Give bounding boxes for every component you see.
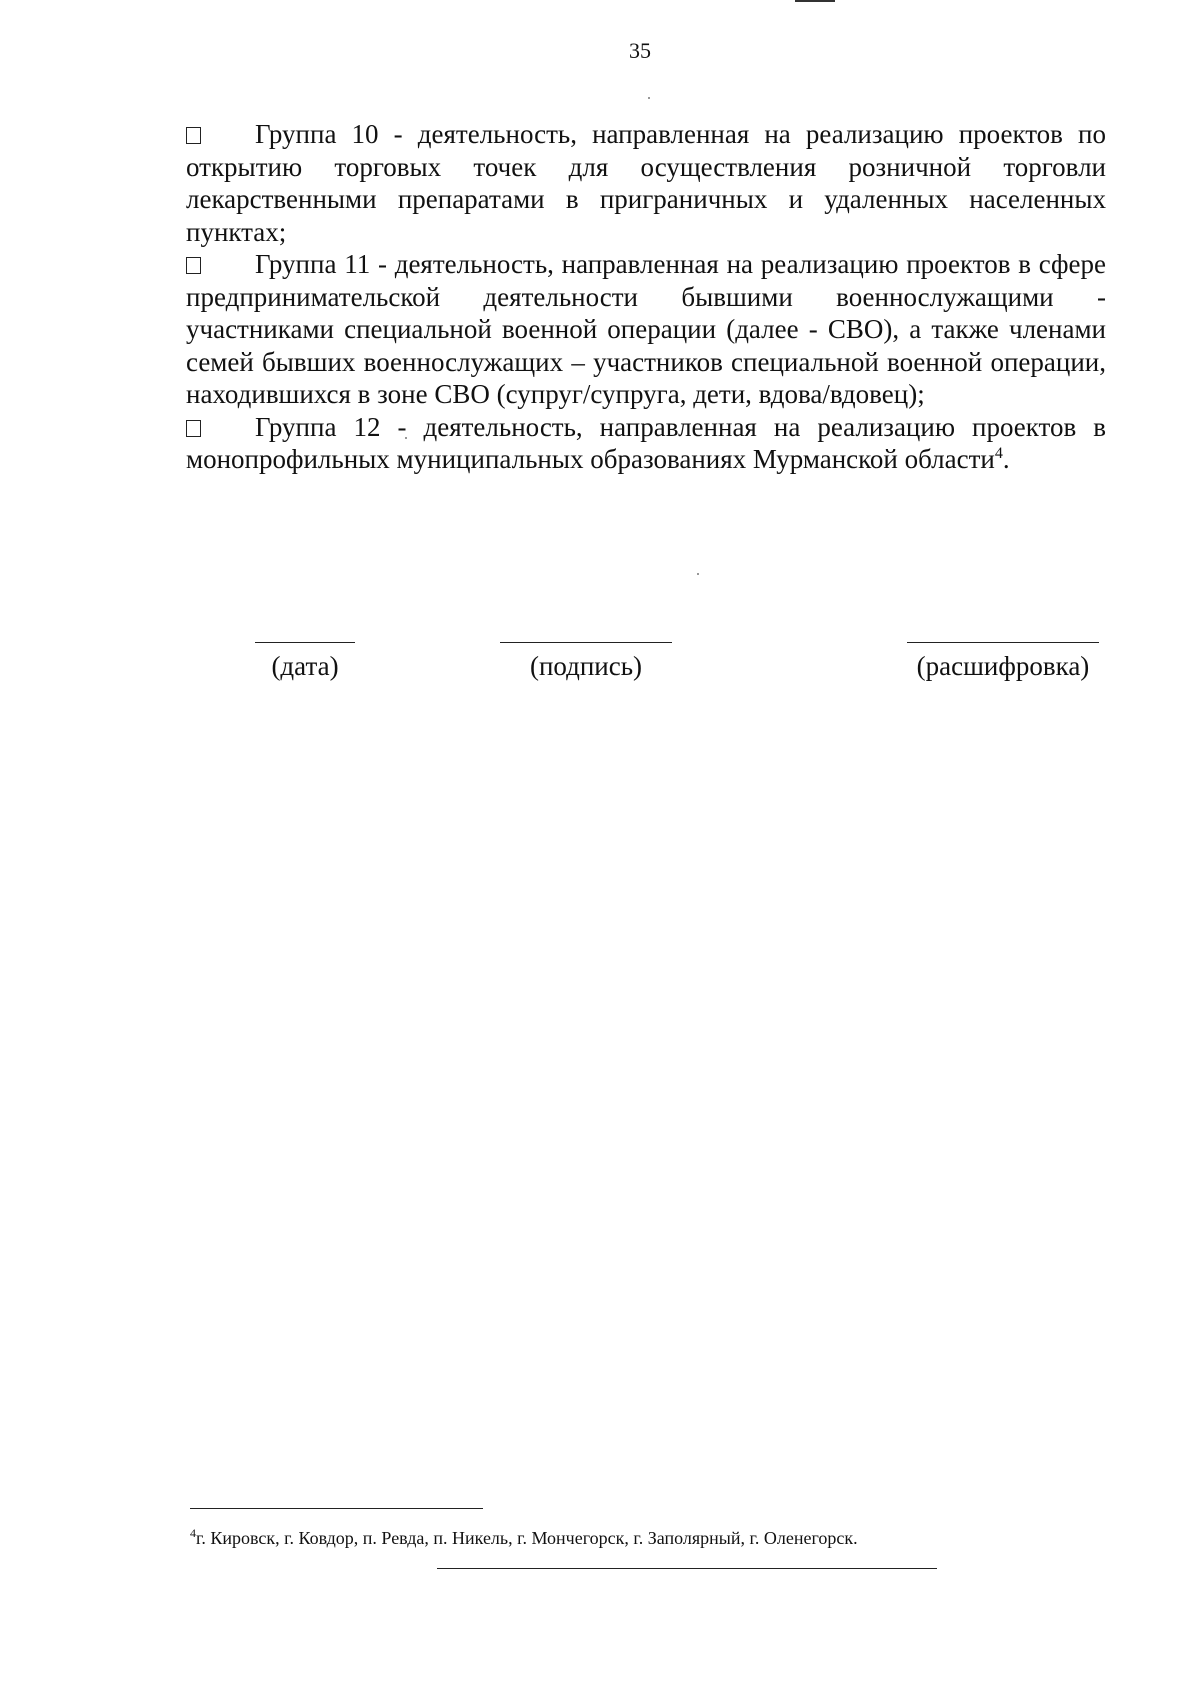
footnote-separator [190,1508,483,1509]
list-item-group-10 [186,118,1106,248]
signature-date-field [255,642,355,682]
scan-speck [697,573,699,575]
page-number: 35 [629,38,651,63]
scan-speck [648,97,650,99]
signature-line[interactable] [255,642,355,643]
bottom-rule [437,1568,937,1569]
top-edge-mark [795,0,835,2]
signature-date-label: (дата) [271,651,339,681]
item-text: Группа 10 - деятельность, направленная на реализацию проектов по открытию торговых точек для осуществления розничной торговли лекарственными препаратами в приграничных и удаленных населенных пунктах; [186,119,1106,247]
signature-decode-label: (расшифровка) [916,651,1090,681]
list-item-group-11 [186,248,1106,411]
footnote-text: г. Кировск, г. Ковдор, п. Ревда, п. Никель, г. Мончегорск, г. Заполярный, г. Оленегорск. [196,1528,858,1548]
list-item-group-12 [186,411,1106,476]
signature-sign-label: (подпись) [529,651,643,681]
item-text: Группа 12 - деятельность, направленная на реализацию проектов в монопрофильных муниципальных образованиях Мурманской области [186,411,1106,474]
item-text: Группа 11 - деятельность, направленная на реализацию проектов в сфере предпринимательской деятельности бывшими военнослужащими - участниками специальной военной операции (далее - СВО), а также членами семей бывших военнослужащих – участников специальной военной операции, находившихся в зоне СВО (супруг/супруга, дети, вдова/вдовец); [186,249,1106,409]
checkbox-group-12[interactable] [186,420,201,437]
signature-line[interactable] [500,642,672,643]
item-suffix: . [1002,444,1010,474]
signature-decode-field [907,642,1099,682]
footnote [190,1521,1090,1550]
checkbox-group-10[interactable] [186,127,201,144]
signature-line[interactable] [907,642,1099,643]
signature-sign-field [500,642,672,682]
document-body [186,118,1106,476]
footnote-mark: 4 [190,1526,196,1540]
checkbox-group-11[interactable] [186,257,201,274]
footnote-reference: 4 [994,445,1003,462]
